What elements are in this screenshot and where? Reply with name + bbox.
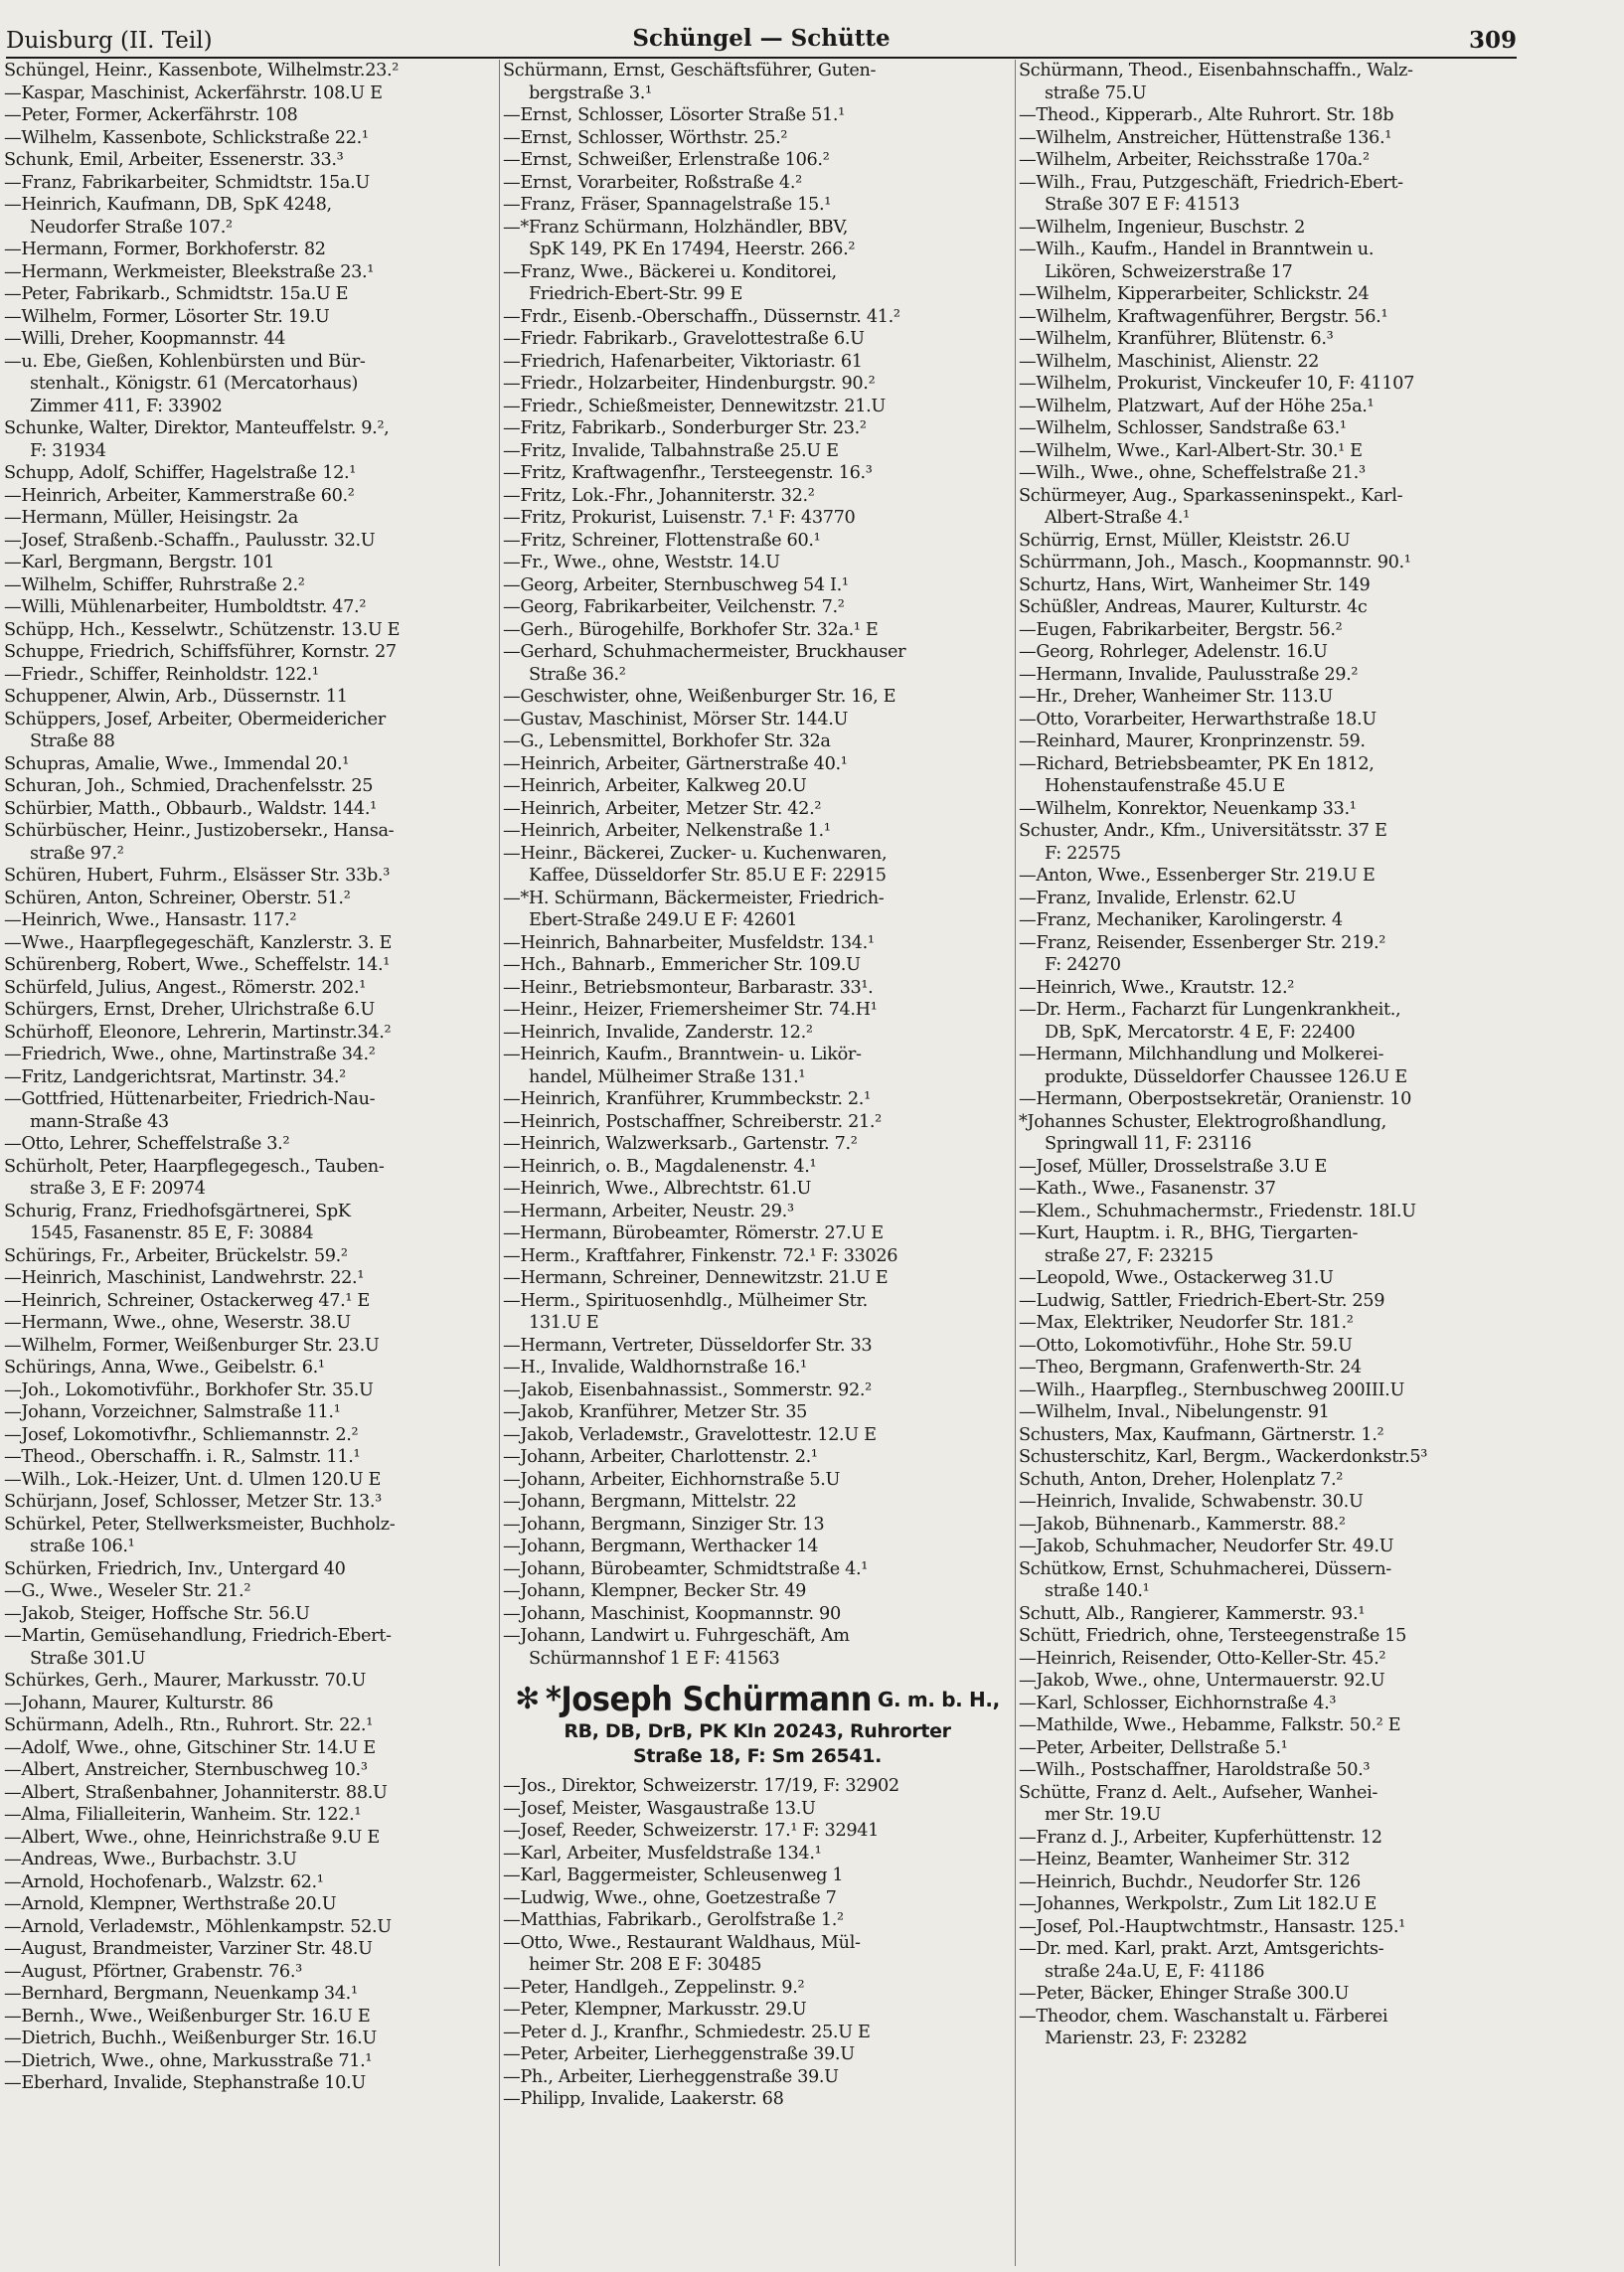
column-1 [4, 60, 497, 2266]
directory-entry: —Karl, Arbeiter, Musfeldstraße 134.¹ [503, 1843, 822, 1864]
directory-entry: Hohenstaufenstraße 45.U E [1045, 776, 1285, 796]
directory-entry: Schürgers, Ernst, Dreher, Ulrichstraße 6.U [4, 1000, 375, 1020]
directory-entry: straße 75.U [1045, 82, 1147, 103]
directory-entry: Schütkow, Ernst, Schuhmacherei, Düssern- [1019, 1558, 1391, 1579]
directory-entry: —Theod., Kipperarb., Alte Ruhrort. Str. 18b [1019, 105, 1394, 125]
directory-entry: —Wilhelm, Maschinist, Alienstr. 22 [1019, 351, 1320, 372]
directory-entry: —Arnold, Verladeмstr., Möhlenkampstr. 52.U [4, 1916, 392, 1937]
directory-entry: —Ph., Arbeiter, Lierheggenstraße 39.U [503, 2066, 839, 2087]
directory-entry: —Heinrich, Bahnarbeiter, Musfeldstr. 134.¹ [503, 932, 875, 953]
directory-entry: produkte, Düsseldorfer Chaussee 126.U E [1045, 1066, 1407, 1087]
directory-entry: stenhalt., Königstr. 61 (Mercatorhaus) [30, 374, 359, 394]
advertisement-name: *Joseph Schürmann [545, 1680, 872, 1719]
directory-entry: —Fritz, Schreiner, Flottenstraße 60.¹ [503, 530, 821, 551]
directory-entry: —Dietrich, Wwe., ohne, Markusstraße 71.¹ [4, 2050, 373, 2071]
directory-entry: —Heinrich, Schreiner, Ostackerweg 47.¹ E [4, 1290, 370, 1311]
directory-entry: —Heinrich, Arbeiter, Kammerstraße 60.² [4, 485, 355, 506]
directory-entry: F: 31934 [30, 440, 106, 461]
directory-entry: —Peter, Fabrikarb., Schmidtstr. 15a.U E [4, 284, 349, 304]
directory-entry: —Hermann, Milchhandlung und Molkerei- [1019, 1045, 1384, 1064]
directory-entry: —Martin, Gemüsehandlung, Friedrich-Ebert- [4, 1626, 392, 1646]
directory-entry: —Karl, Baggermeister, Schleusenweg 1 [503, 1866, 844, 1885]
directory-entry: Schüngel, Heinr., Kassenbote, Wilhelmstr.23.² [4, 61, 400, 81]
directory-entry: Schuth, Anton, Dreher, Holenplatz 7.² [1019, 1469, 1344, 1490]
directory-entry: —Gerhard, Schuhmachermeister, Bruckhauser [503, 642, 906, 662]
directory-entry: bergstraße 3.¹ [529, 82, 652, 103]
directory-entry: —Johann, Bürobeamter, Schmidtstraße 4.¹ [503, 1558, 869, 1579]
directory-entry: —Otto, Lehrer, Scheffelstraße 3.² [4, 1134, 290, 1154]
directory-entry: —*H. Schürmann, Bäckermeister, Friedrich- [503, 888, 885, 908]
directory-entry: Zimmer 411, F: 33902 [30, 396, 223, 416]
directory-entry: —Josef, Straßenb.-Schaffn., Paulusstr. 32.U [4, 530, 376, 551]
directory-entry: DB, SpK, Mercatorstr. 4 E, F: 22400 [1045, 1022, 1356, 1043]
directory-entry: —Johann, Maschinist, Koopmannstr. 90 [503, 1603, 841, 1624]
directory-entry: Schürmannshof 1 E F: 41563 [529, 1648, 780, 1669]
directory-entry: *Johannes Schuster, Elektrogroßhandlung, [1019, 1111, 1386, 1132]
directory-entry: —Dr. med. Karl, prakt. Arzt, Amtsgerichts- [1019, 1939, 1384, 1959]
directory-entry: —Jakob, Wwe., ohne, Untermauerstr. 92.U [1019, 1671, 1385, 1691]
directory-entry: —Fr., Wwe., ohne, Weststr. 14.U [503, 553, 780, 572]
directory-entry: —Heinrich, Wwe., Hansastr. 117.² [4, 910, 297, 930]
directory-entry: —Wilhelm, Former, Lösorter Str. 19.U [4, 306, 330, 327]
directory-entry: —Heinrich, Postschaffner, Schreiberstr. 21.² [503, 1111, 882, 1132]
column-divider [499, 60, 500, 2266]
directory-entry: Schuppener, Alwin, Arb., Düssernstr. 11 [4, 687, 348, 707]
directory-entry: Schuran, Joh., Schmied, Drachenfelsstr. 25 [4, 776, 374, 796]
directory-entry: —Adolf, Wwe., ohne, Gitschiner Str. 14.U E [4, 1737, 376, 1758]
directory-entry: —Joh., Lokomotivführ., Borkhofer Str. 35.U [4, 1379, 374, 1400]
directory-entry: —Jos., Direktor, Schweizerstr. 17/19, F: 32902 [503, 1776, 899, 1796]
directory-entry: —Theod., Oberschaffn. i. R., Salmstr. 11.¹ [4, 1447, 361, 1467]
directory-entry: —Hermann, Vertreter, Düsseldorfer Str. 33 [503, 1335, 873, 1356]
directory-entry: —Wilhelm, Ingenieur, Buschstr. 2 [1019, 217, 1305, 238]
directory-entry: straße 24a.U, E, F: 41186 [1045, 1961, 1265, 1982]
directory-entry: —Hermann, Werkmeister, Bleekstraße 23.¹ [4, 261, 375, 282]
directory-entry: —Leopold, Wwe., Ostackerweg 31.U [1019, 1268, 1334, 1288]
directory-entry: —Wilh., Postschaffner, Haroldstraße 50.³ [1019, 1760, 1371, 1780]
directory-entry: —Wilhelm, Arbeiter, Reichsstraße 170a.² [1019, 150, 1370, 170]
directory-entry: —Anton, Wwe., Essenberger Str. 219.U E [1019, 866, 1376, 886]
directory-entry: —Karl, Bergmann, Bergstr. 101 [4, 553, 275, 572]
directory-entry: —Heinrich, Buchdr., Neudorfer Str. 126 [1019, 1871, 1361, 1892]
directory-entry: —Fritz, Invalide, Talbahnstraße 25.U E [503, 440, 839, 461]
directory-entry: —Jakob, Kranführer, Metzer Str. 35 [503, 1402, 808, 1422]
directory-entry: heimer Str. 208 E F: 30485 [529, 1955, 762, 1975]
directory-entry: Schürrmann, Joh., Masch., Koopmannstr. 90.¹ [1019, 553, 1411, 572]
directory-entry: —Jakob, Eisenbahnassist., Sommerstr. 92.² [503, 1379, 872, 1400]
directory-entry: —Johann, Maurer, Kulturstr. 86 [4, 1693, 273, 1713]
directory-entry: —Klem., Schuhmachermstr., Friedenstr. 18I.U [1019, 1201, 1416, 1221]
directory-entry: Schürmann, Theod., Eisenbahnschaffn., Walz- [1019, 61, 1413, 81]
directory-entry: —Johann, Landwirt u. Fuhrgeschäft, Am [503, 1626, 850, 1646]
directory-entry: —Heinrich, Invalide, Schwabenstr. 30.U [1019, 1492, 1364, 1512]
directory-entry: Schüren, Anton, Schreiner, Oberstr. 51.² [4, 888, 351, 908]
directory-entry: —G., Wwe., Weseler Str. 21.² [4, 1581, 251, 1601]
directory-entry: Schürhoff, Eleonore, Lehrerin, Martinstr.34.² [4, 1022, 392, 1043]
directory-entry: —Fritz, Prokurist, Luisenstr. 7.¹ F: 43770 [503, 508, 856, 528]
directory-entry: straße 97.² [30, 843, 124, 864]
directory-entry: —H., Invalide, Waldhornstraße 16.¹ [503, 1358, 807, 1378]
directory-entry: —Jakob, Bühnenarb., Kammerstr. 88.² [1019, 1514, 1346, 1535]
directory-entry: —Willi, Mühlenarbeiter, Humboldtstr. 47.² [4, 597, 367, 617]
column-2 [503, 60, 1012, 2266]
advertisement-line: Straße 18, F: Sm 26541. [633, 1745, 882, 1767]
directory-entry: —Johann, Bergmann, Sinziger Str. 13 [503, 1514, 825, 1535]
directory-entry: —Peter, Arbeiter, Dellstraße 5.¹ [1019, 1737, 1288, 1758]
directory-entry: —August, Pförtner, Grabenstr. 76.³ [4, 1961, 302, 1982]
directory-entry: —Josef, Lokomotivfhr., Schliemannstr. 2.² [4, 1424, 359, 1445]
directory-entry: —Ludwig, Sattler, Friedrich-Ebert-Str. 259 [1019, 1290, 1385, 1311]
directory-entry: —Jakob, Verladeмstr., Gravelottestr. 12.U E [503, 1424, 877, 1445]
directory-entry: —Wilhelm, Wwe., Karl-Albert-Str. 30.¹ E [1019, 440, 1363, 461]
directory-entry: —Gottfried, Hüttenarbeiter, Friedrich-Nau- [4, 1089, 376, 1109]
directory-entry: Schürmann, Adelh., Rtn., Ruhrort. Str. 22.¹ [4, 1715, 373, 1735]
directory-entry: Schürkel, Peter, Stellwerksmeister, Buchholz- [4, 1514, 396, 1535]
directory-entry: —Eugen, Fabrikarbeiter, Bergstr. 56.² [1019, 619, 1343, 640]
directory-entry: F: 22575 [1045, 843, 1121, 864]
directory-entry: —Andreas, Wwe., Burbachstr. 3.U [4, 1850, 297, 1869]
directory-entry: —Peter, Former, Ackerfährstr. 108 [4, 105, 298, 125]
directory-entry: Schüßler, Andreas, Maurer, Kulturstr. 4c [1019, 597, 1368, 617]
directory-entry: —Hermann, Oberpostsekretär, Oranienstr. 10 [1019, 1089, 1412, 1109]
directory-entry: Schüpp, Hch., Kesselwtr., Schützenstr. 13.U E [4, 619, 401, 640]
directory-entry: —Wilhelm, Kipperarbeiter, Schlickstr. 24 [1019, 284, 1370, 304]
directory-entry: —Friedr., Schiffer, Reinholdstr. 122.¹ [4, 664, 319, 685]
directory-entry: —Josef, Meister, Wasgaustraße 13.U [503, 1798, 816, 1819]
directory-entry: —Hr., Dreher, Wanheimer Str. 113.U [1019, 687, 1333, 707]
directory-entry: Schürken, Friedrich, Inv., Untergard 40 [4, 1558, 346, 1579]
directory-entry: Schürrig, Ernst, Müller, Kleiststr. 26.U [1019, 530, 1351, 551]
directory-entry: —Heinr., Heizer, Friemersheimer Str. 74.H¹ [503, 1000, 878, 1020]
header-rule [6, 57, 1517, 59]
directory-entry: Schürings, Anna, Wwe., Geibelstr. 6.¹ [4, 1358, 325, 1378]
directory-entry: —Heinrich, Wwe., Krautstr. 12.² [1019, 977, 1294, 998]
directory-entry: —Wilhelm, Kranführer, Blütenstr. 6.³ [1019, 329, 1334, 349]
directory-entry: —Franz d. J., Arbeiter, Kupferhüttenstr. 12 [1019, 1827, 1382, 1848]
directory-entry: Schürbier, Matth., Obbaurb., Waldstr. 144.¹ [4, 798, 377, 819]
directory-entry: Likören, Schweizerstraße 17 [1045, 261, 1293, 282]
directory-entry: mer Str. 19.U [1045, 1805, 1161, 1825]
directory-entry: —Philipp, Invalide, Laakerstr. 68 [503, 2089, 784, 2109]
directory-entry: —Theodor, chem. Waschanstalt u. Färberei [1019, 2006, 1388, 2027]
directory-entry: —Jakob, Steiger, Hoffsche Str. 56.U [4, 1603, 310, 1624]
directory-entry: —Hermann, Bürobeamter, Römerstr. 27.U E [503, 1223, 884, 1243]
directory-entry: —Bernhard, Bergmann, Neuenkamp 34.¹ [4, 1984, 358, 2004]
directory-entry: —Arnold, Klempner, Werthstraße 20.U [4, 1894, 337, 1914]
header-city: Duisburg (II. Teil) [6, 28, 213, 54]
directory-entry: —Heinrich, Wwe., Albrechtstr. 61.U [503, 1179, 812, 1199]
directory-entry: —Heinrich, Kaufm., Branntwein- u. Likör- [503, 1045, 862, 1064]
advertisement-line: RB, DB, DrB, PK Kln 20243, Ruhrorter [564, 1720, 951, 1742]
directory-entry: —Heinrich, Arbeiter, Nelkenstraße 1.¹ [503, 821, 831, 841]
directory-entry: —Ernst, Vorarbeiter, Roßstraße 4.² [503, 172, 802, 193]
directory-entry: —Friedr., Holzarbeiter, Hindenburgstr. 90.² [503, 374, 876, 394]
directory-entry: —Wilh., Wwe., ohne, Scheffelstraße 21.³ [1019, 463, 1366, 483]
directory-entry: —Reinhard, Maurer, Kronprinzenstr. 59. [1019, 731, 1366, 751]
directory-entry: —Franz, Reisender, Essenberger Str. 219.² [1019, 932, 1385, 953]
directory-entry: —Hermann, Müller, Heisingstr. 2a [4, 508, 298, 528]
directory-entry: Schürfeld, Julius, Angest., Römerstr. 202.¹ [4, 977, 367, 998]
directory-entry: Springwall 11, F: 23116 [1045, 1134, 1252, 1154]
directory-entry: —Otto, Lokomotivführ., Hohe Str. 59.U [1019, 1335, 1353, 1356]
directory-entry: 131.U E [529, 1313, 599, 1333]
directory-entry: —Heinrich, Arbeiter, Kalkweg 20.U [503, 776, 807, 796]
directory-entry: —Franz, Invalide, Erlenstr. 62.U [1019, 888, 1296, 908]
directory-entry: Schüren, Hubert, Fuhrm., Elsässer Str. 33b.³ [4, 866, 390, 886]
directory-entry: —Johann, Klempner, Becker Str. 49 [503, 1581, 807, 1601]
directory-entry: —Karl, Schlosser, Eichhornstraße 4.³ [1019, 1693, 1337, 1713]
directory-entry: —Peter, Bäcker, Ehinger Straße 300.U [1019, 1984, 1350, 2004]
directory-entry: —Fritz, Lok.-Fhr., Johanniterstr. 32.² [503, 485, 815, 506]
directory-entry: SpK 149, PK En 17494, Heerstr. 266.² [529, 240, 856, 259]
directory-entry: mann-Straße 43 [30, 1111, 169, 1132]
directory-entry: Schütte, Franz d. Aelt., Aufseher, Wanhei- [1019, 1782, 1379, 1803]
directory-entry: Schunk, Emil, Arbeiter, Essenerstr. 33.³ [4, 150, 344, 170]
page-number: 309 [1468, 27, 1517, 54]
directory-entry: —Johann, Bergmann, Werthacker 14 [503, 1537, 819, 1556]
directory-entry: Schupp, Adolf, Schiffer, Hagelstraße 12.¹ [4, 463, 357, 483]
directory-entry: —Peter, Arbeiter, Lierheggenstraße 39.U [503, 2044, 855, 2064]
directory-entry: —Josef, Müller, Drosselstraße 3.U E [1019, 1156, 1327, 1177]
directory-entry: —u. Ebe, Gießen, Kohlenbürsten und Bür- [4, 351, 366, 372]
directory-entry: —Wilhelm, Schlosser, Sandstraße 63.¹ [1019, 418, 1347, 438]
directory-entry: —Hch., Bahnarb., Emmericher Str. 109.U [503, 955, 861, 975]
directory-entry: Friedrich-Ebert-Str. 99 E [529, 284, 743, 304]
directory-entry: —Albert, Anstreicher, Sternbuschweg 10.³ [4, 1760, 368, 1780]
directory-entry: —Ernst, Schlosser, Lösorter Straße 51.¹ [503, 105, 845, 125]
directory-entry: Schürmann, Ernst, Geschäftsführer, Guten- [503, 61, 877, 81]
page-header [6, 18, 1517, 54]
directory-entry: —Josef, Reeder, Schweizerstr. 17.¹ F: 32941 [503, 1821, 880, 1841]
directory-entry: —Johannes, Werkpolstr., Zum Lit 182.U E [1019, 1894, 1377, 1914]
directory-entry: —Ludwig, Wwe., ohne, Goetzestraße 7 [503, 1887, 837, 1908]
directory-entry: —Kath., Wwe., Fasanenstr. 37 [1019, 1179, 1276, 1199]
directory-entry: —Johann, Vorzeichner, Salmstraße 11.¹ [4, 1402, 341, 1422]
directory-entry: —Herm., Kraftfahrer, Finkenstr. 72.¹ F: 33026 [503, 1245, 898, 1266]
column-3 [1019, 60, 1521, 2266]
directory-entry: —Hermann, Arbeiter, Neustr. 29.³ [503, 1201, 794, 1221]
directory-entry: —Eberhard, Invalide, Stephanstraße 10.U [4, 2073, 366, 2093]
directory-entry: straße 27, F: 23215 [1045, 1245, 1214, 1266]
directory-entry: —Johann, Bergmann, Mittelstr. 22 [503, 1492, 797, 1512]
directory-entry: —Theo, Bergmann, Grafenwerth-Str. 24 [1019, 1358, 1362, 1378]
directory-entry: handel, Mülheimer Straße 131.¹ [529, 1066, 806, 1087]
directory-entry: —Gerh., Bürogehilfe, Borkhofer Str. 32a.¹ E [503, 619, 879, 640]
directory-entry: Schütt, Friedrich, ohne, Tersteegenstraße 15 [1019, 1626, 1407, 1646]
directory-entry: Schürmeyer, Aug., Sparkasseninspekt., Karl- [1019, 485, 1403, 506]
directory-entry: Schürbüscher, Heinr., Justizobersekr., Hansa- [4, 821, 395, 841]
directory-entry: straße 106.¹ [30, 1537, 135, 1556]
directory-entry: —Herm., Spirituosenhdlg., Mülheimer Str. [503, 1290, 868, 1311]
directory-entry: —Geschwister, ohne, Weißenburger Str. 16, E [503, 687, 896, 707]
directory-entry: —Franz, Fabrikarbeiter, Schmidtstr. 15a.U [4, 172, 370, 193]
directory-entry: —Heinrich, Maschinist, Landwehrstr. 22.¹ [4, 1268, 365, 1288]
directory-entry: Neudorfer Straße 107.² [30, 217, 233, 238]
directory-entry: —Peter, Handlgeh., Zeppelinstr. 9.² [503, 1977, 805, 1998]
directory-entry: —Albert, Straßenbahner, Johanniterstr. 88.U [4, 1782, 388, 1803]
directory-entry: —Georg, Rohrleger, Adelenstr. 16.U [1019, 642, 1328, 662]
directory-entry: —Heinrich, Kaufmann, DB, SpK 4248, [4, 195, 332, 215]
directory-entry: —Ernst, Schweißer, Erlenstraße 106.² [503, 150, 830, 170]
directory-entry: Schürings, Fr., Arbeiter, Brückelstr. 59.² [4, 1245, 348, 1266]
directory-entry: —Heinz, Beamter, Wanheimer Str. 312 [1019, 1850, 1351, 1869]
directory-entry: —Wilhelm, Schiffer, Ruhrstraße 2.² [4, 574, 305, 595]
directory-entry: —G., Lebensmittel, Borkhofer Str. 32a [503, 731, 831, 751]
directory-entry: —Friedr., Schießmeister, Dennewitzstr. 21.U [503, 396, 886, 416]
directory-entry: straße 140.¹ [1045, 1581, 1150, 1601]
directory-entry: Schunke, Walter, Direktor, Manteuffelstr. 9.², [4, 418, 390, 438]
directory-entry: Kaffee, Düsseldorfer Str. 85.U E F: 22915 [529, 866, 887, 886]
directory-entry: —Dr. Herm., Facharzt für Lungenkrankheit., [1019, 1000, 1401, 1020]
directory-entry: —Heinr., Bäckerei, Zucker- u. Kuchenwaren, [503, 843, 888, 864]
advertisement [503, 1680, 1012, 1769]
directory-entry: —Heinrich, Arbeiter, Gärtnerstraße 40.¹ [503, 753, 848, 774]
directory-entry: —Kaspar, Maschinist, Ackerfährstr. 108.U E [4, 82, 383, 103]
directory-entry: F: 24270 [1045, 955, 1121, 975]
directory-entry: Ebert-Straße 249.U E F: 42601 [529, 910, 798, 930]
directory-entry: —Peter, Klempner, Markusstr. 29.U [503, 2000, 807, 2020]
directory-entry: —Bernh., Wwe., Weißenburger Str. 16.U E [4, 2006, 371, 2027]
directory-entry: —Josef, Pol.-Hauptwchtmstr., Hansastr. 125.¹ [1019, 1916, 1405, 1937]
directory-entry: —Johann, Arbeiter, Charlottenstr. 2.¹ [503, 1447, 818, 1467]
directory-entry: —Wilh., Frau, Putzgeschäft, Friedrich-Ebert- [1019, 172, 1403, 193]
company-logo-icon: ✻ [515, 1682, 540, 1716]
directory-entry: Schupras, Amalie, Wwe., Immendal 20.¹ [4, 753, 350, 774]
directory-entry: —Heinrich, Walzwerksarb., Gartenstr. 7.² [503, 1134, 858, 1154]
directory-entry: 1545, Fasanenstr. 85 E, F: 30884 [30, 1223, 314, 1243]
directory-entry: —Heinrich, Invalide, Zanderstr. 12.² [503, 1022, 813, 1043]
directory-entry: —Franz, Mechaniker, Karolingerstr. 4 [1019, 910, 1343, 930]
directory-entry: —Frdr., Eisenb.-Oberschaffn., Düssernstr. 41.² [503, 306, 900, 327]
directory-entry: —Wilhelm, Kraftwagenführer, Bergstr. 56.¹ [1019, 306, 1388, 327]
directory-entry: —Jakob, Schuhmacher, Neudorfer Str. 49.U [1019, 1537, 1394, 1556]
directory-entry: —Wilhelm, Inval., Nibelungenstr. 91 [1019, 1402, 1330, 1422]
directory-entry: —Friedr. Fabrikarb., Gravelottestraße 6.U [503, 329, 865, 349]
directory-entry: —Albert, Wwe., ohne, Heinrichstraße 9.U E [4, 1827, 380, 1848]
directory-entry: —Otto, Wwe., Restaurant Waldhaus, Mül- [503, 1932, 861, 1953]
directory-entry: —Wilhelm, Konrektor, Neuenkamp 33.¹ [1019, 798, 1357, 819]
directory-entry: —Wilh., Kaufm., Handel in Branntwein u. [1019, 240, 1375, 259]
directory-entry: —Ernst, Schlosser, Wörthstr. 25.² [503, 127, 788, 148]
directory-entry: —Georg, Arbeiter, Sternbuschweg 54 I.¹ [503, 574, 849, 595]
directory-entry: —Hermann, Wwe., ohne, Weserstr. 38.U [4, 1313, 351, 1333]
directory-entry: Straße 307 E F: 41513 [1045, 195, 1240, 215]
directory-entry: straße 3, E F: 20974 [30, 1179, 206, 1199]
directory-entry: —Wilhelm, Anstreicher, Hüttenstraße 136.¹ [1019, 127, 1391, 148]
directory-entry: —Hermann, Former, Borkhoferstr. 82 [4, 240, 326, 259]
directory-entry: Schuppe, Friedrich, Schiffsführer, Kornstr. 27 [4, 642, 397, 662]
directory-entry: Schürholt, Peter, Haarpflegegesch., Tauben- [4, 1156, 385, 1177]
directory-entry: —Wilhelm, Kassenbote, Schlickstraße 22.¹ [4, 127, 369, 148]
directory-entry: —Fritz, Landgerichtsrat, Martinstr. 34.² [4, 1066, 346, 1087]
directory-entry: Schusters, Max, Kaufmann, Gärtnerstr. 1.² [1019, 1424, 1384, 1445]
directory-entry: —Dietrich, Buchh., Weißenburger Str. 16.U [4, 2029, 377, 2048]
directory-entry: —Willi, Dreher, Koopmannstr. 44 [4, 329, 286, 349]
directory-entry: Albert-Straße 4.¹ [1045, 508, 1190, 528]
directory-entry: Schusterschitz, Karl, Bergm., Wackerdonkstr.5³ [1019, 1447, 1427, 1467]
directory-entry: —Gustav, Maschinist, Mörser Str. 144.U [503, 709, 849, 730]
directory-entry: Schürenberg, Robert, Wwe., Scheffelstr. 14.¹ [4, 955, 391, 975]
advertisement-suffix: G. m. b. H., [877, 1687, 1000, 1711]
directory-entry: —Heinrich, Reisender, Otto-Keller-Str. 45.² [1019, 1648, 1386, 1669]
directory-entry: —Alma, Filialleiterin, Wanheim. Str. 122.¹ [4, 1805, 362, 1825]
directory-entry: —Wwe., Haarpflegegeschäft, Kanzlerstr. 3. E [4, 932, 393, 953]
directory-entry: —Wilhelm, Platzwart, Auf der Höhe 25a.¹ [1019, 396, 1375, 416]
directory-entry: Schürjann, Josef, Schlosser, Metzer Str. 13.³ [4, 1492, 382, 1512]
directory-entry: —Heinrich, Arbeiter, Metzer Str. 42.² [503, 798, 822, 819]
column-divider [1015, 60, 1016, 2266]
directory-entry: —Arnold, Hochofenarb., Walzstr. 62.¹ [4, 1871, 324, 1892]
directory-entry: —Franz, Fräser, Spannagelstraße 15.¹ [503, 195, 831, 215]
directory-entry: —Heinr., Betriebsmonteur, Barbarastr. 33¹. [503, 977, 874, 998]
directory-entry: —Richard, Betriebsbeamter, PK En 1812, [1019, 753, 1375, 774]
directory-entry: —Kurt, Hauptm. i. R., BHG, Tiergarten- [1019, 1223, 1359, 1243]
directory-entry: —Peter d. J., Kranfhr., Schmiedestr. 25.U E [503, 2022, 871, 2042]
directory-entry: —Friedrich, Hafenarbeiter, Viktoriastr. 61 [503, 351, 863, 372]
directory-entry: —*Franz Schürmann, Holzhändler, BBV, [503, 217, 849, 238]
directory-entry: —Hermann, Schreiner, Dennewitzstr. 21.U E [503, 1268, 889, 1288]
directory-entry: Schurig, Franz, Friedhofsgärtnerei, SpK [4, 1201, 351, 1221]
directory-entry: —Wilhelm, Prokurist, Vinckeufer 10, F: 41107 [1019, 374, 1414, 394]
directory-entry: —Hermann, Invalide, Paulusstraße 29.² [1019, 664, 1359, 685]
directory-entry: Schürkes, Gerh., Maurer, Markusstr. 70.U [4, 1671, 367, 1691]
directory-entry: —Otto, Vorarbeiter, Herwarthstraße 18.U [1019, 709, 1377, 730]
directory-entry: —Max, Elektriker, Neudorfer Str. 181.² [1019, 1313, 1354, 1333]
directory-entry: Straße 301.U [30, 1648, 146, 1669]
directory-entry: Schüppers, Josef, Arbeiter, Obermeidericher [4, 709, 386, 730]
directory-entry: —August, Brandmeister, Varziner Str. 48.U [4, 1939, 373, 1959]
directory-entry: Straße 36.² [529, 664, 626, 685]
directory-entry: —Wilh., Haarpfleg., Sternbuschweg 200III.U [1019, 1379, 1405, 1400]
directory-entry: Schuster, Andr., Kfm., Universitätsstr. 37 E [1019, 821, 1387, 841]
directory-entry: —Wilhelm, Former, Weißenburger Str. 23.U [4, 1335, 380, 1356]
directory-entry: —Johann, Arbeiter, Eichhornstraße 5.U [503, 1469, 841, 1490]
directory-entry: —Heinrich, Kranführer, Krummbeckstr. 2.¹ [503, 1089, 871, 1109]
directory-entry: —Franz, Wwe., Bäckerei u. Konditorei, [503, 261, 837, 282]
directory-entry: —Georg, Fabrikarbeiter, Veilchenstr. 7.² [503, 597, 845, 617]
directory-entry: —Heinrich, o. B., Magdalenenstr. 4.¹ [503, 1156, 817, 1177]
header-range: Schüngel — Schütte [632, 25, 891, 52]
directory-entry: Straße 88 [30, 731, 115, 751]
directory-entry: —Fritz, Kraftwagenfhr., Tersteegenstr. 16.³ [503, 463, 873, 483]
directory-entry: —Matthias, Fabrikarb., Gerolfstraße 1.² [503, 1910, 844, 1930]
directory-entry: Marienstr. 23, F: 23282 [1045, 2029, 1247, 2048]
directory-entry: —Friedrich, Wwe., ohne, Martinstraße 34.² [4, 1045, 376, 1064]
directory-entry: —Fritz, Fabrikarb., Sonderburger Str. 23.² [503, 418, 867, 438]
directory-entry: Schurtz, Hans, Wirt, Wanheimer Str. 149 [1019, 574, 1371, 595]
directory-entry: Schutt, Alb., Rangierer, Kammerstr. 93.¹ [1019, 1603, 1366, 1624]
directory-entry: —Mathilde, Wwe., Hebamme, Falkstr. 50.² E [1019, 1715, 1401, 1735]
directory-entry: —Wilh., Lok.-Heizer, Unt. d. Ulmen 120.U E [4, 1469, 382, 1490]
